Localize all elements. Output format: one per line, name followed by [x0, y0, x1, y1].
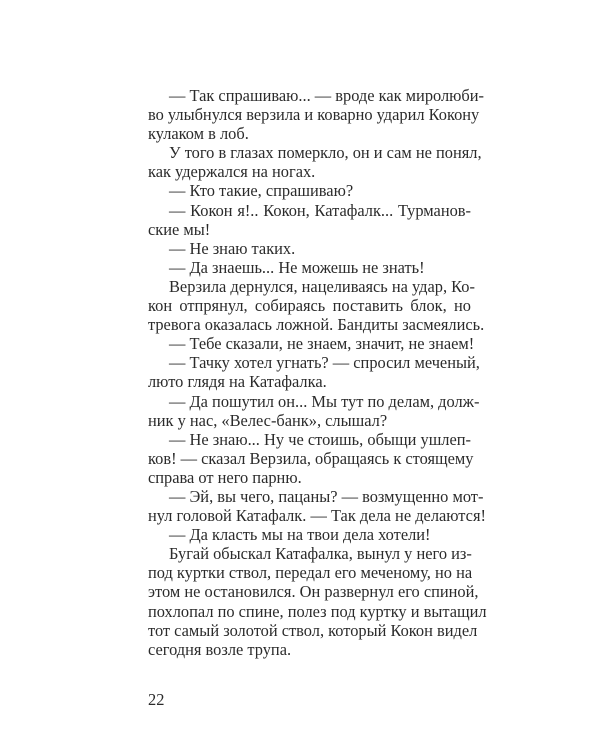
paragraph	[148, 544, 487, 659]
text-line: — Эй, вы чего, пацаны? — возмущенно мот-	[169, 486, 484, 506]
text-line: под куртки ствол, передал его меченому, но на	[148, 563, 473, 583]
paragraph	[148, 201, 471, 239]
text-line: кон отпрянул, собираясь поставить блок, но	[148, 296, 471, 316]
text-line: — Тачку хотел угнать? — спросил меченый,	[169, 353, 480, 373]
text-line: — Не знаю... Ну че стоишь, обыщи ушлеп-	[169, 429, 471, 449]
text-line: ские мы!	[148, 219, 211, 239]
text-line: ков! — сказал Верзила, обращаясь к стоящему	[148, 448, 474, 468]
paragraph	[148, 525, 471, 544]
text-line: У того в глазах померкло, он и сам не понял,	[169, 143, 482, 163]
text-line: ник у нас, «Велес-банк», слышал?	[148, 410, 388, 430]
text-line: — Тебе сказали, не знаем, значит, не знаем!	[169, 334, 475, 354]
text-line: кулаком в лоб.	[148, 124, 249, 144]
page-number: 22	[148, 690, 165, 709]
text-line: нул головой Катафалк. — Так дела не делаются!	[148, 506, 486, 526]
text-line: похлопал по спине, полез под куртку и вытащил	[148, 601, 487, 621]
paragraph	[148, 181, 471, 200]
text-line: — Так спрашиваю... — вроде как миролюби-	[169, 86, 484, 105]
text-line: сегодня возле трупа.	[148, 639, 292, 659]
text-line: тревога оказалась ложной. Бандиты засмеялись.	[148, 315, 485, 335]
text-line: Верзила дернулся, нацеливаясь на удар, Ко-	[169, 276, 475, 296]
text-line: справа от него парню.	[148, 467, 302, 487]
paragraph	[148, 86, 484, 144]
text-line: этом не остановился. Он развернул его спиной,	[148, 582, 479, 602]
text-line: люто глядя на Катафалка.	[148, 372, 327, 392]
text-line: во улыбнулся верзила и коварно ударил Кокону	[148, 105, 480, 125]
text-line: — Да знаешь... Не можешь не знать!	[169, 257, 425, 277]
paragraph	[148, 429, 474, 487]
text-line: — Кто такие, спрашиваю?	[169, 181, 354, 201]
paragraph	[148, 391, 480, 430]
paragraph	[148, 258, 471, 277]
text-line: — Да класть мы на твои дела хотели!	[169, 525, 431, 545]
paragraph	[148, 334, 475, 354]
paragraph	[148, 276, 485, 335]
paragraph	[148, 239, 471, 258]
text-line: — Не знаю таких.	[169, 238, 296, 258]
paragraph	[148, 143, 482, 182]
body-text	[148, 86, 487, 659]
paragraph	[148, 486, 486, 526]
paragraph	[148, 353, 480, 392]
text-line: — Да пошутил он... Мы тут по делам, долж-	[169, 391, 480, 411]
text-line: тот самый золотой ствол, который Кокон видел	[148, 620, 478, 640]
text-line: — Кокон я!.. Кокон, Катафалк... Турманов-	[169, 200, 471, 220]
text-line: как удержался на ногах.	[148, 162, 316, 182]
text-line: Бугай обыскал Катафалка, вынул у него из-	[169, 544, 472, 564]
